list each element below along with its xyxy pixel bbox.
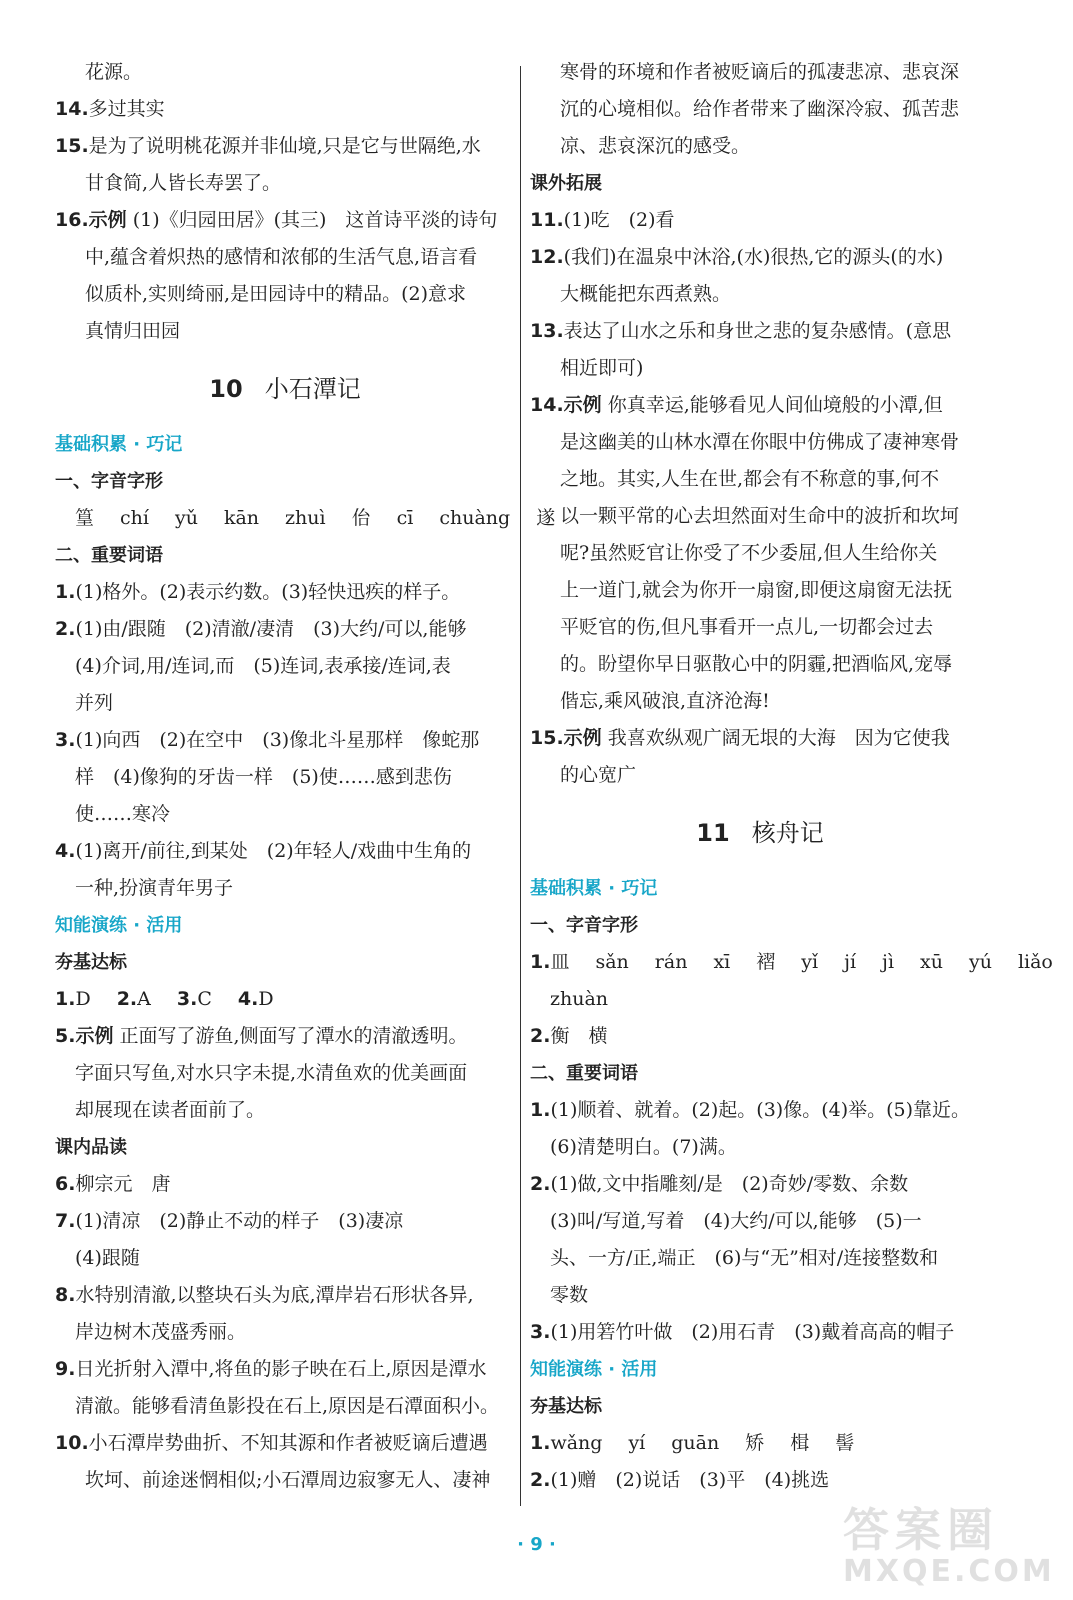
choice-answers: 1.D 2.A 3.C 4.D bbox=[55, 988, 274, 1010]
pinyin-item: 篁 bbox=[75, 507, 95, 529]
answer-6: 6.柳宗元 唐 bbox=[55, 1173, 171, 1195]
lesson-title: 10 小石潭记 bbox=[209, 375, 361, 403]
answer-14-cont: 平贬官的伤,但凡事看开一点儿,一切都会过去 bbox=[560, 616, 934, 638]
answer-15-cont: 的心宽广 bbox=[560, 764, 637, 786]
pinyin-item: chí bbox=[120, 507, 149, 529]
sub-heading: 一、字音字形 bbox=[55, 471, 163, 492]
text-line: 寒骨的环境和作者被贬谪后的孤凄悲凉、悲哀深 bbox=[560, 61, 960, 83]
lesson-title: 11 核舟记 bbox=[696, 819, 824, 847]
pinyin-item: zhuì bbox=[285, 507, 326, 529]
pinyin-item: liǎo bbox=[1017, 951, 1053, 973]
word-answer-3: 3.(1)用箬竹叶做 (2)用石青 (3)戴着高高的帽子 bbox=[530, 1321, 955, 1343]
column-divider bbox=[520, 66, 521, 1506]
watermark-title: 答案圈 bbox=[843, 1503, 999, 1557]
pinyin-row bbox=[55, 500, 556, 537]
answer-13: 13.表达了山水之乐和身世之悲的复杂感情。(意思 bbox=[530, 320, 952, 342]
word-answer-1: 1.(1)顺着、就着。(2)起。(3)像。(4)举。(5)靠近。 bbox=[530, 1099, 971, 1121]
answer-14: 14.多过其实 bbox=[55, 98, 165, 120]
sub-heading: 二、重要词语 bbox=[530, 1063, 638, 1084]
text-line: 凉、悲哀深沉的感受。 bbox=[560, 135, 751, 157]
answer-16-cont: 中,蕴含着炽热的感情和浓郁的生活气息,语言看 bbox=[85, 246, 478, 268]
pinyin-item: 遂 bbox=[536, 507, 556, 529]
pinyin-item: cī bbox=[396, 507, 414, 529]
answer-14-cont: 是这幽美的山林水潭在你眼中仿佛成了凄神寒骨 bbox=[560, 431, 960, 453]
answer-16-cont: 真情归田园 bbox=[85, 320, 181, 342]
section-heading: 基础积累 · 巧记 bbox=[55, 434, 183, 455]
word-answer-1-cont: (6)清楚明白。(7)满。 bbox=[550, 1136, 737, 1158]
answer-14-cont: 以一颗平常的心去坦然面对生命中的波折和坎坷 bbox=[560, 505, 960, 527]
answer-14-cont: 之地。其实,人生在世,都会有不称意的事,何不 bbox=[560, 468, 940, 490]
section-heading: 基础积累 · 巧记 bbox=[530, 878, 658, 899]
answer-5-cont: 却展现在读者面前了。 bbox=[75, 1099, 266, 1121]
answer-15-cont: 甘食简,人皆长寿罢了。 bbox=[85, 172, 282, 194]
pinyin-row-cont: zhuàn bbox=[550, 988, 609, 1010]
answer-14-cont: 的。盼望你早日驱散心中的阴霾,把酒临风,宠辱 bbox=[560, 653, 953, 675]
section-heading: 知能演练 · 活用 bbox=[55, 915, 183, 936]
answer-7: 7.(1)清凉 (2)静止不动的样子 (3)凄凉 bbox=[55, 1210, 404, 1232]
sub-heading: 课外拓展 bbox=[530, 173, 602, 194]
pinyin-item: kān bbox=[223, 507, 260, 529]
answer-11: 11.(1)吃 (2)看 bbox=[530, 209, 675, 231]
word-answer-4: 4.(1)离开/前往,到某处 (2)年轻人/戏曲中生角的 bbox=[55, 840, 472, 862]
pinyin-item: 褶 bbox=[756, 951, 776, 973]
word-answer-4-cont: 一种,扮演青年男子 bbox=[75, 877, 234, 899]
answer-13-cont: 相近即可) bbox=[560, 357, 644, 379]
page-number: · 9 · bbox=[517, 1534, 556, 1555]
word-answer-3-cont: 样 (4)像狗的牙齿一样 (5)使……感到悲伤 bbox=[75, 766, 452, 788]
word-answer-2: 2.(1)做,文中指雕刻/是 (2)奇妙/零数、余数 bbox=[530, 1173, 909, 1195]
site-watermark bbox=[843, 1503, 1055, 1595]
pinyin-item: yú bbox=[968, 951, 992, 973]
pinyin-item: jì bbox=[882, 951, 895, 973]
answer-9: 9.日光折射入潭中,将鱼的影子映在石上,原因是潭水 bbox=[55, 1358, 487, 1380]
pinyin-item: yǐ bbox=[801, 951, 819, 973]
answer-8: 8.水特别清澈,以整块石头为底,潭岸岩石形状各异, bbox=[55, 1284, 474, 1306]
drill-answer-2: 2.(1)赠 (2)说话 (3)平 (4)挑选 bbox=[530, 1469, 830, 1491]
left-column bbox=[55, 54, 556, 1499]
sub-heading: 夯基达标 bbox=[530, 1396, 602, 1417]
word-answer-2-cont: (3)叫/写道,写着 (4)大约/可以,能够 (5)一 bbox=[550, 1210, 922, 1232]
right-column bbox=[530, 54, 1053, 1499]
answer-10-cont: 坎坷、前途迷惘相似;小石潭周边寂寥无人、凄神 bbox=[85, 1469, 491, 1491]
sub-heading: 一、字音字形 bbox=[530, 915, 638, 936]
pinyin-item: jí bbox=[844, 951, 857, 973]
word-answer-1: 1.(1)格外。(2)表示约数。(3)轻快迅疾的样子。 bbox=[55, 581, 461, 603]
answer-15: 15.是为了说明桃花源并非仙境,只是它与世隔绝,水 bbox=[55, 135, 481, 157]
word-answer-2-cont: 并列 bbox=[75, 692, 114, 714]
pinyin-item: xī bbox=[713, 951, 731, 973]
answer-16: 16.示例 (1)《归园田居》(其三) 这首诗平淡的诗句 bbox=[55, 209, 498, 231]
answer-14-cont: 偕忘,乘风破浪,直济沧海! bbox=[560, 690, 770, 712]
section-heading: 知能演练 · 活用 bbox=[530, 1359, 658, 1380]
pinyin-item: 皿 bbox=[550, 951, 570, 973]
answer-7-cont: (4)跟随 bbox=[75, 1247, 140, 1269]
sub-heading: 夯基达标 bbox=[55, 952, 127, 973]
pinyin-item: yǔ bbox=[174, 507, 198, 529]
answer-14-cont: 上一道门,就会为你开一扇窗,即便这扇窗无法抚 bbox=[560, 579, 953, 601]
word-answer-3-cont: 使……寒冷 bbox=[75, 803, 171, 825]
text-line: 沉的心境相似。给作者带来了幽深冷寂、孤苦悲 bbox=[560, 98, 960, 120]
answer-5-cont: 字面只写鱼,对水只字未提,水清鱼欢的优美画面 bbox=[75, 1062, 468, 1084]
word-answer-2-cont: 头、一方/正,端正 (6)与“无”相对/连接整数和 bbox=[550, 1247, 939, 1269]
answer-9-cont: 清澈。能够看清鱼影投在石上,原因是石潭面积小。 bbox=[75, 1395, 500, 1417]
answer-16-cont: 似质朴,实则绮丽,是田园诗中的精品。(2)意求 bbox=[85, 283, 466, 305]
word-answer-3: 3.(1)向西 (2)在空中 (3)像北斗星那样 像蛇那 bbox=[55, 729, 480, 751]
sub-heading: 课内品读 bbox=[55, 1137, 127, 1158]
drill-answer-1: 1.wǎng yí guān 矫 楫 髻 bbox=[530, 1432, 855, 1454]
answer-5: 5.示例 正面写了游鱼,侧面写了潭水的清澈透明。 bbox=[55, 1025, 468, 1047]
pinyin-item: 佁 bbox=[351, 507, 371, 529]
answer-14-cont: 呢?虽然贬官让你受了不少委屈,但人生给你关 bbox=[560, 542, 938, 564]
answer-14: 14.示例 你真幸运,能够看见人间仙境般的小潭,但 bbox=[530, 394, 943, 416]
answer-15: 15.示例 我喜欢纵观广阔无垠的大海 因为它使我 bbox=[530, 727, 950, 749]
text-line: 花源。 bbox=[85, 61, 143, 83]
word-answer-2: 2.(1)由/跟随 (2)清澈/凄清 (3)大约/可以,能够 bbox=[55, 618, 467, 640]
answer-10: 10.小石潭岸势曲折、不知其源和作者被贬谪后遭遇 bbox=[55, 1432, 488, 1454]
pinyin-row: 1.皿 sǎn rán xī 褶 yǐ jí jì xū yú liǎo bbox=[530, 951, 1053, 973]
word-answer-2-cont: (4)介词,用/连词,而 (5)连词,表承接/连词,表 bbox=[75, 655, 451, 677]
pinyin-answer-2: 2.衡 横 bbox=[530, 1025, 608, 1047]
pinyin-item: chuàng bbox=[439, 507, 511, 529]
pinyin-item: xū bbox=[920, 951, 943, 973]
watermark-url: MXQE.COM bbox=[843, 1554, 1055, 1589]
answer-12: 12.(我们)在温泉中沐浴,(水)很热,它的源头(的水) bbox=[530, 246, 944, 268]
word-answer-2-cont: 零数 bbox=[550, 1284, 589, 1306]
pinyin-item: sǎn bbox=[595, 951, 629, 973]
pinyin-item: rán bbox=[654, 951, 688, 973]
sub-heading: 二、重要词语 bbox=[55, 545, 163, 566]
answer-8-cont: 岸边树木茂盛秀丽。 bbox=[75, 1321, 247, 1343]
answer-12-cont: 大概能把东西煮熟。 bbox=[560, 283, 732, 305]
